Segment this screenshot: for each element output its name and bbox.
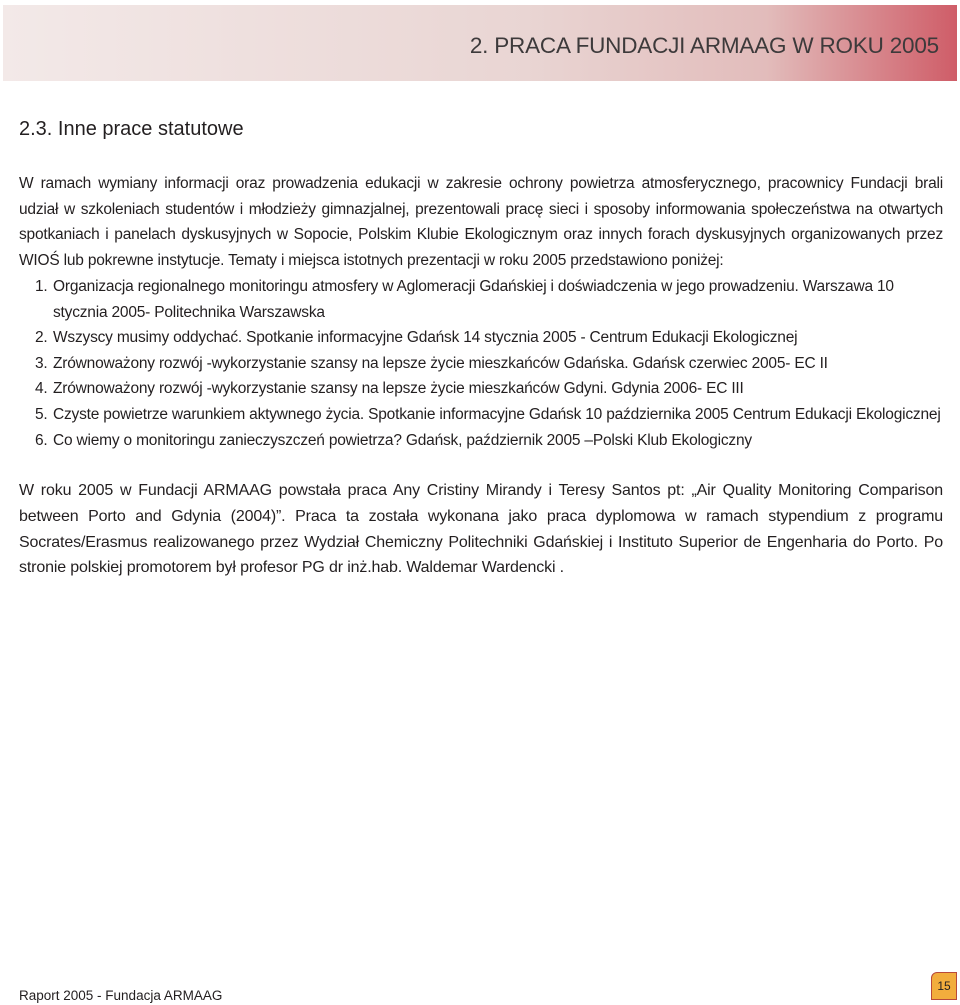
list-item-text: Zrównoważony rozwój -wykorzystanie szansy na lepsze życie mieszkańców Gdyni. Gdynia 2006- EC III [53,380,744,398]
list-item-number: 1. [35,278,48,295]
list-item [35,274,950,325]
footer-report-label: Raport 2005 - Fundacja ARMAAG [19,988,223,1003]
list-item [35,325,950,351]
section-title: 2.3. Inne prace statutowe [19,118,244,140]
list-item-text: Co wiemy o monitoringu zanieczyszczeń powietrza? Gdańsk, październik 2005 –Polski Klub Ekologiczny [53,431,752,449]
list-item-text: Wszyscy musimy oddychać. Spotkanie informacyjne Gdańsk 14 stycznia 2005 - Centrum Edukacji Ekologicznej [53,329,798,347]
chapter-title: 2. PRACA FUNDACJI ARMAAG W ROKU 2005 [469,33,939,58]
list-item-text: Zrównoważony rozwój -wykorzystanie szansy na lepsze życie mieszkańców Gdańska. Gdańsk czerwiec 2005- EC II [53,354,828,372]
list-item [35,376,950,402]
list-item-number: 2. [35,329,48,347]
list-item-text: Czyste powietrze warunkiem aktywnego życia. Spotkanie informacyjne Gdańsk 10 października 2005 Centrum Edukacji Ekologicznej [53,405,941,423]
list-item [35,428,950,454]
page-number-badge [931,972,957,1000]
intro-paragraph: W ramach wymiany informacji oraz prowadzenia edukacji w zakresie ochrony powietrza atmosferycznego, pracownicy Fundacji brali udział w szkoleniach studentów i młodzieży gimnazjalnej, prezentowali pracę sieci i sposoby informowania społeczeństwa na otwartych spotkaniach i panelach dyskusyjnych w Sopocie, Polskim Klubie Ekologicznym oraz innych forach dyskusyjnych organizowanych przez WIOŚ lub pokrewne instytucje. Tematy i miejsca istotnych prezentacji w roku 2005 przedstawiono poniżej: [19,175,943,269]
list-item [35,351,950,377]
list-item-number: 3. [35,354,48,372]
thesis-paragraph: W roku 2005 w Fundacji ARMAAG powstała praca Any Cristiny Mirandy i Teresy Santos pt: „Air Quality Monitoring Comparison between Porto and Gdynia (2004)”. Praca ta została wykonana jako praca dyplomowa w ramach stypendium z programu Socrates/Erasmus realizowanego przez Wydział Chemiczny Politechniki Gdańskiej i Instituto Superior de Engenharia do Porto. Po stronie polskiej promotorem był profesor PG dr inż.hab. Waldemar Wardencki . [19,482,943,577]
page-number: 15 [937,979,951,993]
header-band [3,5,957,81]
list-item-number: 4. [35,380,48,398]
list-item-number: 6. [35,431,48,449]
list-item-number: 5. [35,405,48,423]
list-item [35,402,950,428]
list-item-text: Organizacja regionalnego monitoringu atmosfery w Aglomeracji Gdańskiej i doświadczenia w jego prowadzeniu. Warszawa 10 stycznia 2005- Politechnika Warszawska [53,278,894,321]
presentations-list [35,274,950,453]
